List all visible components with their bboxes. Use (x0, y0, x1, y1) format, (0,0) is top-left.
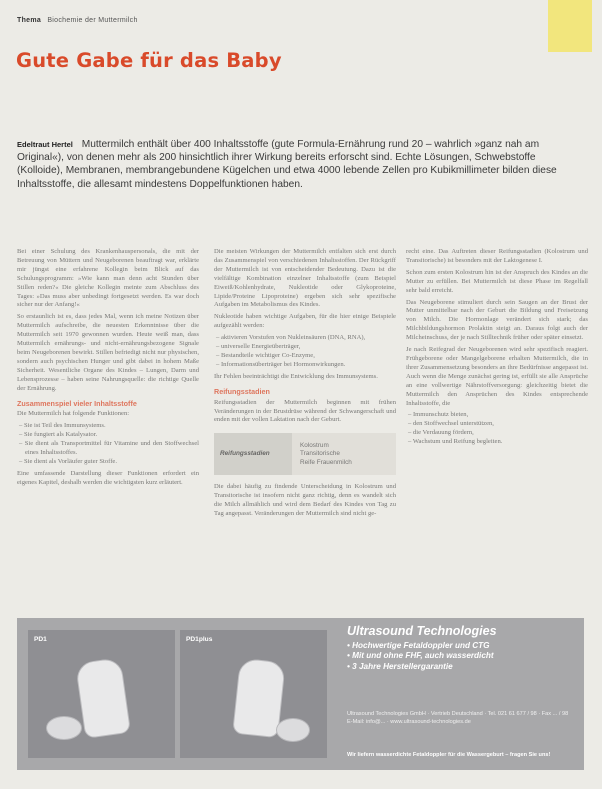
product-photo-pd1 (28, 630, 175, 758)
product-label: PD1plus (186, 636, 213, 643)
advertisement-banner[interactable] (17, 618, 584, 770)
text-column-1 (17, 248, 199, 491)
list-item: – Immunschutz bieten, (414, 411, 588, 420)
paragraph: Nukleotide haben wichtige Aufgaben, für die hier einige Beispiele aufgezählt werden: (214, 313, 396, 330)
doppler-probe-icon (46, 716, 82, 740)
list-item: – Informationsüberträger bei Hormonwirkungen. (222, 361, 396, 370)
paragraph: Die meisten Wirkungen der Muttermilch entfalten sich erst durch das Zusammenspiel von verschiedenen Inhaltsstoffen. Der Rückgriff der Muttermilch ist von entscheidender Bedeutung. Dazu ist die vielfältige Kombination einzelner Inhaltsstoffe (zum Beispiel Eiweiß/Kohlenhydrate, Nukleotide oder Glykoproteine, Lipide/Proteine Lipoproteine) ergeben sich sehr spezifische Aufgaben im Metabolismus des Kindes. (214, 248, 396, 309)
rubric-topic: Biochemie der Muttermilch (47, 17, 138, 24)
ad-contact (347, 710, 579, 726)
author-name: Edeltraut Hertel (17, 140, 73, 149)
infobox-terms (292, 433, 396, 475)
text-column-3 (406, 248, 588, 450)
ad-brand: Ultrasound Technologies (347, 624, 497, 638)
list-item: – Wachstum und Reifung begleiten. (414, 438, 588, 447)
list-item: – Sie dient als Transportmittel für Vitamine und den Stoffwechsel eines Inhaltsstoffes. (25, 440, 199, 458)
rubric (17, 17, 138, 24)
ad-contact-line: E-Mail: info@... · www.ultrasound-technologies.de (347, 719, 471, 725)
scan-marker-tab (548, 0, 592, 52)
product-photo-pd1plus (180, 630, 327, 758)
paragraph: Eine umfassende Darstellung dieser Funktionen erfordert ein eigenes Kapitel, deshalb werden die wichtigsten kurz erläutert. (17, 469, 199, 486)
function-list (17, 422, 199, 467)
list-item: – universelle Energieüberträger, (222, 343, 396, 352)
doppler-probe-icon (276, 718, 310, 742)
paragraph: Ihr Fehlen beeinträchtigt die Entwicklung des Immunsystems. (214, 372, 378, 380)
paragraph: Schon zum ersten Kolostrum hin ist der Anspruch des Kindes an die Mutter zu erfüllen. Bei Muttermilch ist diese Phase im Regelfall sehr bald erreicht. (406, 268, 588, 294)
list-item: – Sie ist Teil des Immunsystems. (25, 422, 199, 431)
list-item: – den Stoffwechsel unterstützen, (414, 420, 588, 429)
doppler-device-icon (75, 657, 131, 739)
paragraph: recht eine. Das Auftreten dieser Reifungsstadien (Kolostrum und Transitorische) ist besonders mit der Laktogenese I. (406, 248, 588, 264)
product-label: PD1 (34, 636, 47, 643)
rubric-section: Thema (17, 17, 42, 24)
ad-contact-line: Ultrasound Technologies GmbH · Vertrieb Deutschland · Tel. 021 61 677 / 98 · Fax ... / 98 (347, 711, 569, 717)
benefit-list (406, 411, 588, 447)
stage-term: Kolostrum (300, 441, 329, 449)
infobox-label: Reifungsstadien (220, 449, 270, 457)
paragraph: Das Neugeborene stimuliert durch sein Saugen an der Brust der Mutter unmittelbar nach der Geburt die Bildung und Freisetzung von Milch. Die Hormonlage verändert sich stark; das Milchbildungshormon Prolaktin steigt an. Daraus folgt auch der Milcheinschuss, der je nach Stilltechnik früher oder später einsetzt. (406, 298, 588, 342)
paragraph: Bei einer Schulung des Krankenhauspersonals, die mit der Betreuung von Müttern und Neugeborenen beauftragt war, erklärte mir jüngst eine erfahrene Kollegin beim Blick auf das Schulungsprogramm: »Wie kann man denn acht Stunden über Stillen reden?« Die gleiche Kollegin meinte zum Abschluss des Tages: »Das muss aber unbedingt fortgesetzt werden. Es war doch sicher nur der Anfang!« (17, 248, 199, 309)
paragraph: So erstaunlich ist es, dass jedes Mal, wenn ich meine Notizen über Muttermilch aufschreibe, die neuesten Erkenntnisse über die Muttermilch seit 1970 gewonnen wurden. Heute weiß man, dass Muttermilch ernährungs- und nicht-ernährungsbezogene Signale beim Neugeborenen bewirkt. Stillen befriedigt nicht nur physischen, sondern auch psychischen Hunger und gibt dabei in hohem Maße Sicherheit. Wesentliche Organe des Kindes – Lungen, Darm und Lebensprozesse – haben seine Nahrungsquelle: die richtige Quelle der Ernährung. (17, 313, 199, 392)
paragraph: Reifungsstadien der Muttermilch beginnen mit frühen Veränderungen in der Brustdrüse während der Schwangerschaft und enden mit der vollen Laktation nach der Geburt. (214, 398, 396, 424)
lead-text: Muttermilch enthält über 400 Inhaltsstoffe (gute Formula-Ernährung rund 20 – wahrlich »ganz nah am Original«), von denen mehr als 200 hinsichtlich ihrer Wirkung bereits erforscht sind. Echte Lösungen, Schwebstoffe (Kolloide), Membranen, membrangebundene Kügelchen und etwa 4000 lebende Zellen pro Kubikmillimeter bilden diese Inhaltsstoffe, die allesamt mindestens Doppelfunktionen haben. (17, 139, 557, 190)
stage-term: Reife Frauenmilch (300, 458, 352, 466)
article-headline: Gute Gabe für das Baby (16, 49, 282, 72)
ad-copy (347, 624, 579, 672)
article-lead (17, 138, 577, 191)
nucleotide-list (214, 334, 396, 370)
list-item: – die Verdauung fördern, (414, 429, 588, 438)
paragraph: Die dabei häufig zu findende Unterscheidung in Kolostrum und Transitorische ist insofern nicht ganz richtig, denn es wandelt sich die Milch allmählich und wird dem Bedarf des Kindes von Tag zu Tag angepasst. Veränderungen der Muttermilch sind nicht ge- (214, 483, 396, 518)
text-column-2 (214, 248, 396, 522)
stage-term: Transitorische (300, 450, 340, 458)
ad-bullet: • Mit und ohne FHF, auch wasserdicht (347, 651, 494, 661)
paragraph: Je nach Reifegrad der Neugeborenen wird sehr spezifisch reagiert. Frühgeborene oder Mangelgeborene erhalten Muttermilch, die in ihrer Zusammensetzung besonders an ihre Bedürfnisse angepasst ist. Auch wenn die Menge zunächst gering ist, erfüllt sie alle Ansprüche an eine vollwertige Nährstoffversorgung: gleichzeitig bietet die Muttermilch den Ansprüchen des Kindes entsprechende Inhaltsstoffe, die (406, 346, 588, 407)
list-item: – Sie dient als Vorläufer guter Stoffe. (25, 458, 199, 467)
section-subhead: Reifungsstadien (214, 386, 270, 396)
ad-bullet: • Hochwertige Fetaldoppler und CTG (347, 641, 490, 650)
stages-infobox (214, 433, 396, 475)
list-item: – aktivieren Vorstufen von Nukleinsäuren (DNA, RNA), (222, 334, 396, 343)
paragraph: Die Muttermilch hat folgende Funktionen: (17, 410, 130, 418)
ad-bullet: • 3 Jahre Herstellergarantie (347, 661, 453, 671)
section-subhead: Zusammenspiel vieler Inhaltsstoffe (17, 398, 137, 408)
list-item: – Sie fungiert als Katalysator. (25, 431, 199, 440)
list-item: – Bestandteile wichtiger Co-Enzyme, (222, 352, 396, 361)
ad-note: Wir liefern wasserdichte Fetaldoppler für die Wassergeburt – fragen Sie uns! (347, 752, 551, 758)
